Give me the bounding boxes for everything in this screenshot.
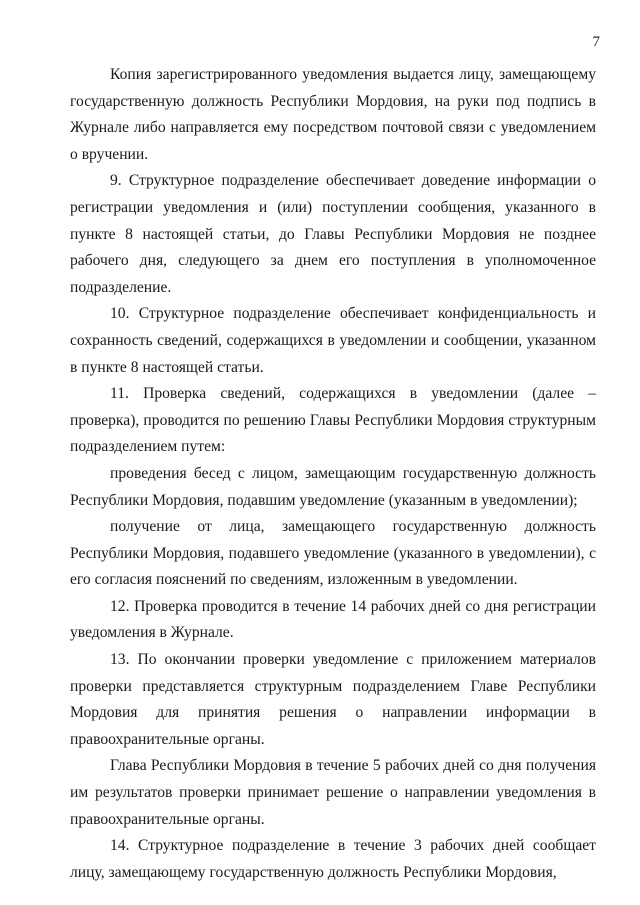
paragraph-copy-issuance: Копия зарегистрированного уведомления выдается лицу, замещающему государственную должность Республики Мордовия, на руки под подпись в Журнале либо направляется ему посредством почтовой связи с уведомлением о вручении. [70,66,596,163]
paragraph-item-9: 9. Структурное подразделение обеспечивает доведение информации о регистрации уведомления и (или) поступлении сообщения, указанного в пункте 8 настоящей статьи, до Главы Республики Мордовия не позднее рабочего дня, следующего за днем его поступления в уполномоченное подразделение. [70,172,596,296]
paragraph-item-11: 11. Проверка сведений, содержащихся в уведомлении (далее – проверка), проводится по решению Главы Республики Мордовия структурным подразделением путем: [70,385,596,456]
paragraph-item-13: 13. По окончании проверки уведомление с приложением материалов проверки представляется структурным подразделением Главе Республики Мордовия для принятия решения о направлении информации в правоохранительные органы. [70,651,596,748]
paragraph-item-12: 12. Проверка проводится в течение 14 рабочих дней со дня регистрации уведомления в Журнале. [70,597,596,642]
paragraph-item-14: 14. Структурное подразделение в течение 3 рабочих дней сообщает лицу, замещающему государственную должность Республики Мордовия, [70,837,596,881]
paragraph-item-10: 10. Структурное подразделение обеспечивает конфиденциальность и сохранность сведений, содержащихся в уведомлении и сообщении, указанном в пункте 8 настоящей статьи. [70,305,596,376]
page-number: 7 [592,34,600,50]
paragraph-item-13-decision: Глава Республики Мордовия в течение 5 рабочих дней со дня получения им результатов проверки принимает решение о направлении уведомления в правоохранительные органы. [70,757,596,828]
document-body [70,62,596,886]
paragraph-item-11-interviews: проведения бесед с лицом, замещающим государственную должность Республики Мордовия, подавшим уведомление (указанным в уведомлении); [70,464,596,509]
paragraph-item-11-explanations: получение от лица, замещающего государственную должность Республики Мордовия, подавшего уведомление (указанного в уведомлении), с его согласия пояснений по сведениям, изложенным в уведомлении. [70,518,596,589]
